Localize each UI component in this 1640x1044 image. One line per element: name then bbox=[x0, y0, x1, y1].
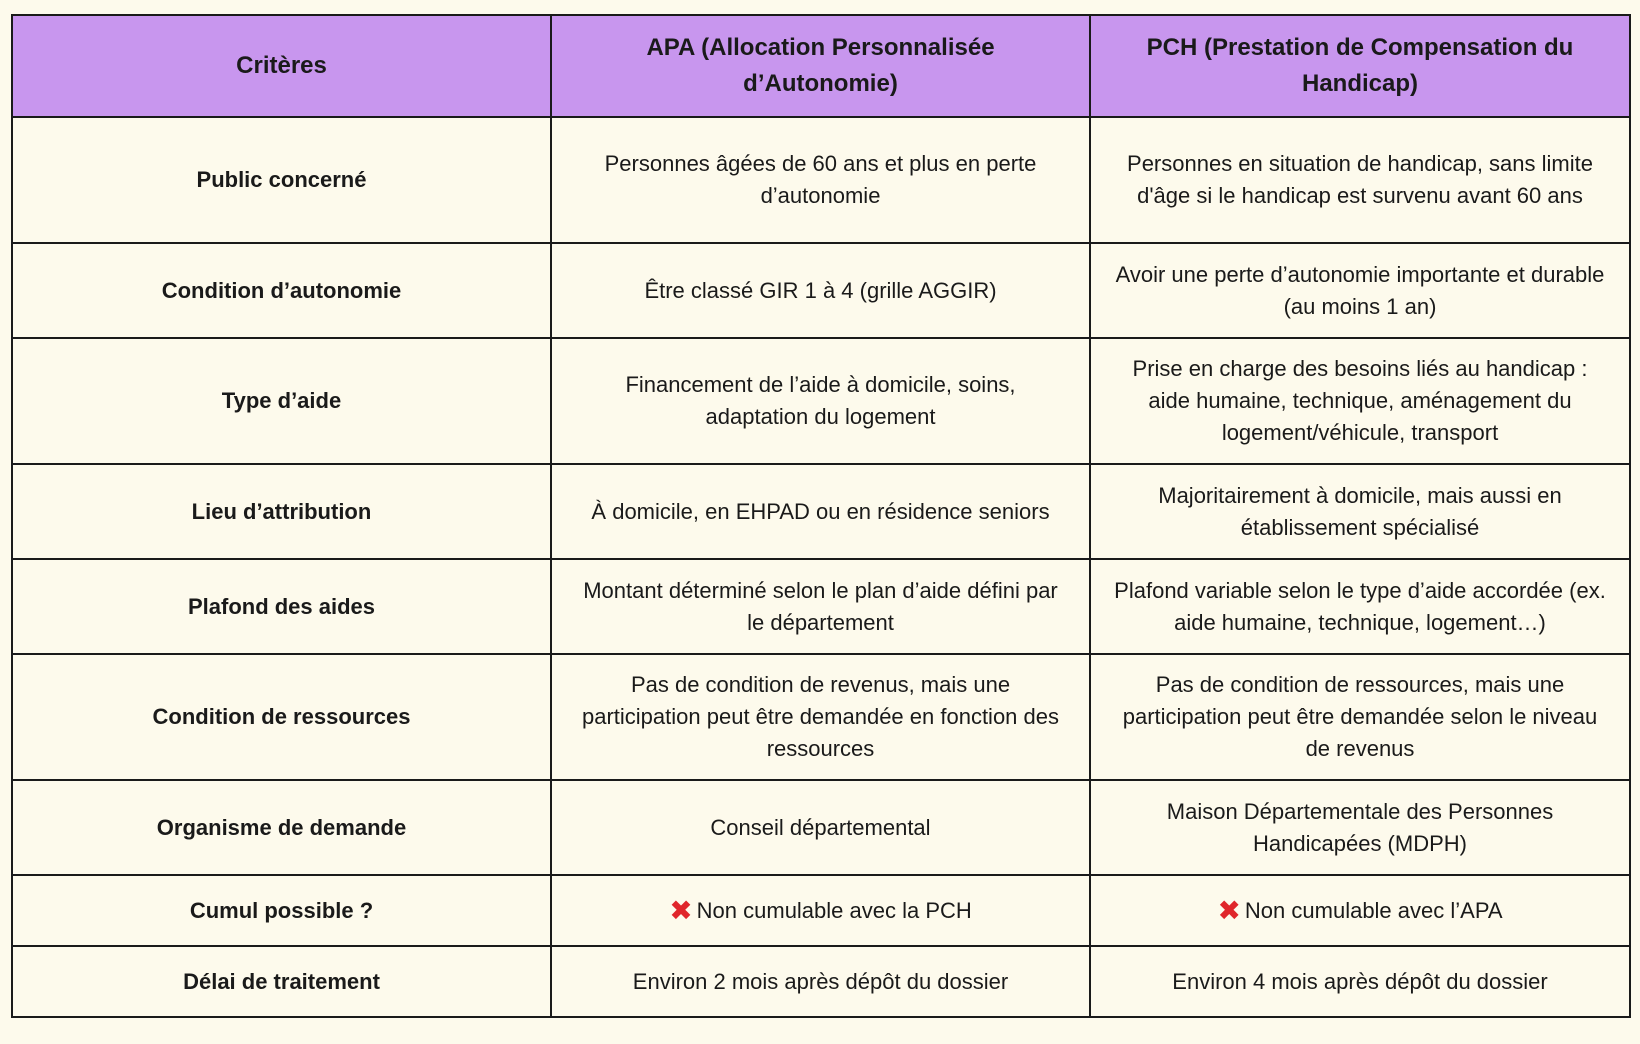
table-body bbox=[12, 117, 1630, 1017]
apa-cell-text: Non cumulable avec la PCH bbox=[696, 897, 972, 923]
criterion-cell: Condition d’autonomie bbox=[12, 243, 551, 338]
pch-cell bbox=[1090, 875, 1630, 946]
criterion-cell: Cumul possible ? bbox=[12, 875, 551, 946]
pch-cell: Pas de condition de ressources, mais une participation peut être demandée selon le niveau de revenus bbox=[1090, 654, 1630, 780]
apa-cell: Financement de l’aide à domicile, soins, adaptation du logement bbox=[551, 338, 1090, 464]
criterion-cell: Organisme de demande bbox=[12, 780, 551, 875]
table-row bbox=[12, 780, 1630, 875]
table-row bbox=[12, 654, 1630, 780]
pch-cell: Maison Départementale des Personnes Handicapées (MDPH) bbox=[1090, 780, 1630, 875]
header-apa: APA (Allocation Personnalisée d’Autonomie) bbox=[551, 15, 1090, 117]
table-row bbox=[12, 946, 1630, 1017]
pch-cell: Environ 4 mois après dépôt du dossier bbox=[1090, 946, 1630, 1017]
pch-cell-text: Non cumulable avec l’APA bbox=[1244, 897, 1503, 923]
apa-cell: Personnes âgées de 60 ans et plus en perte d’autonomie bbox=[551, 117, 1090, 243]
table-header bbox=[12, 15, 1630, 117]
table-row bbox=[12, 338, 1630, 464]
pch-cell: Prise en charge des besoins liés au handicap : aide humaine, technique, aménagement du logement/véhicule, transport bbox=[1090, 338, 1630, 464]
apa-cell: Pas de condition de revenus, mais une participation peut être demandée en fonction des ressources bbox=[551, 654, 1090, 780]
criterion-cell: Public concerné bbox=[12, 117, 551, 243]
apa-cell: À domicile, en EHPAD ou en résidence seniors bbox=[551, 464, 1090, 559]
pch-cell: Avoir une perte d’autonomie importante et durable (au moins 1 an) bbox=[1090, 243, 1630, 338]
cross-mark-icon: ✖ bbox=[1217, 894, 1241, 926]
apa-cell: Être classé GIR 1 à 4 (grille AGGIR) bbox=[551, 243, 1090, 338]
table-row bbox=[12, 117, 1630, 243]
comparison-table bbox=[11, 14, 1631, 1018]
apa-cell: Environ 2 mois après dépôt du dossier bbox=[551, 946, 1090, 1017]
table-row bbox=[12, 243, 1630, 338]
apa-cell: Montant déterminé selon le plan d’aide défini par le département bbox=[551, 559, 1090, 654]
criterion-cell: Lieu d’attribution bbox=[12, 464, 551, 559]
table-row bbox=[12, 875, 1630, 946]
header-pch: PCH (Prestation de Compensation du Handicap) bbox=[1090, 15, 1630, 117]
apa-cell: Conseil départemental bbox=[551, 780, 1090, 875]
pch-cell: Plafond variable selon le type d’aide accordée (ex. aide humaine, technique, logement…) bbox=[1090, 559, 1630, 654]
header-row bbox=[12, 15, 1630, 117]
criterion-cell: Condition de ressources bbox=[12, 654, 551, 780]
pch-cell: Personnes en situation de handicap, sans limite d'âge si le handicap est survenu avant 60 ans bbox=[1090, 117, 1630, 243]
pch-cell: Majoritairement à domicile, mais aussi en établissement spécialisé bbox=[1090, 464, 1630, 559]
header-criteria: Critères bbox=[12, 15, 551, 117]
comparison-table-container bbox=[11, 14, 1629, 1018]
criterion-cell: Délai de traitement bbox=[12, 946, 551, 1017]
criterion-cell: Type d’aide bbox=[12, 338, 551, 464]
apa-cell bbox=[551, 875, 1090, 946]
table-row bbox=[12, 464, 1630, 559]
criterion-cell: Plafond des aides bbox=[12, 559, 551, 654]
cross-mark-icon: ✖ bbox=[669, 894, 693, 926]
table-row bbox=[12, 559, 1630, 654]
